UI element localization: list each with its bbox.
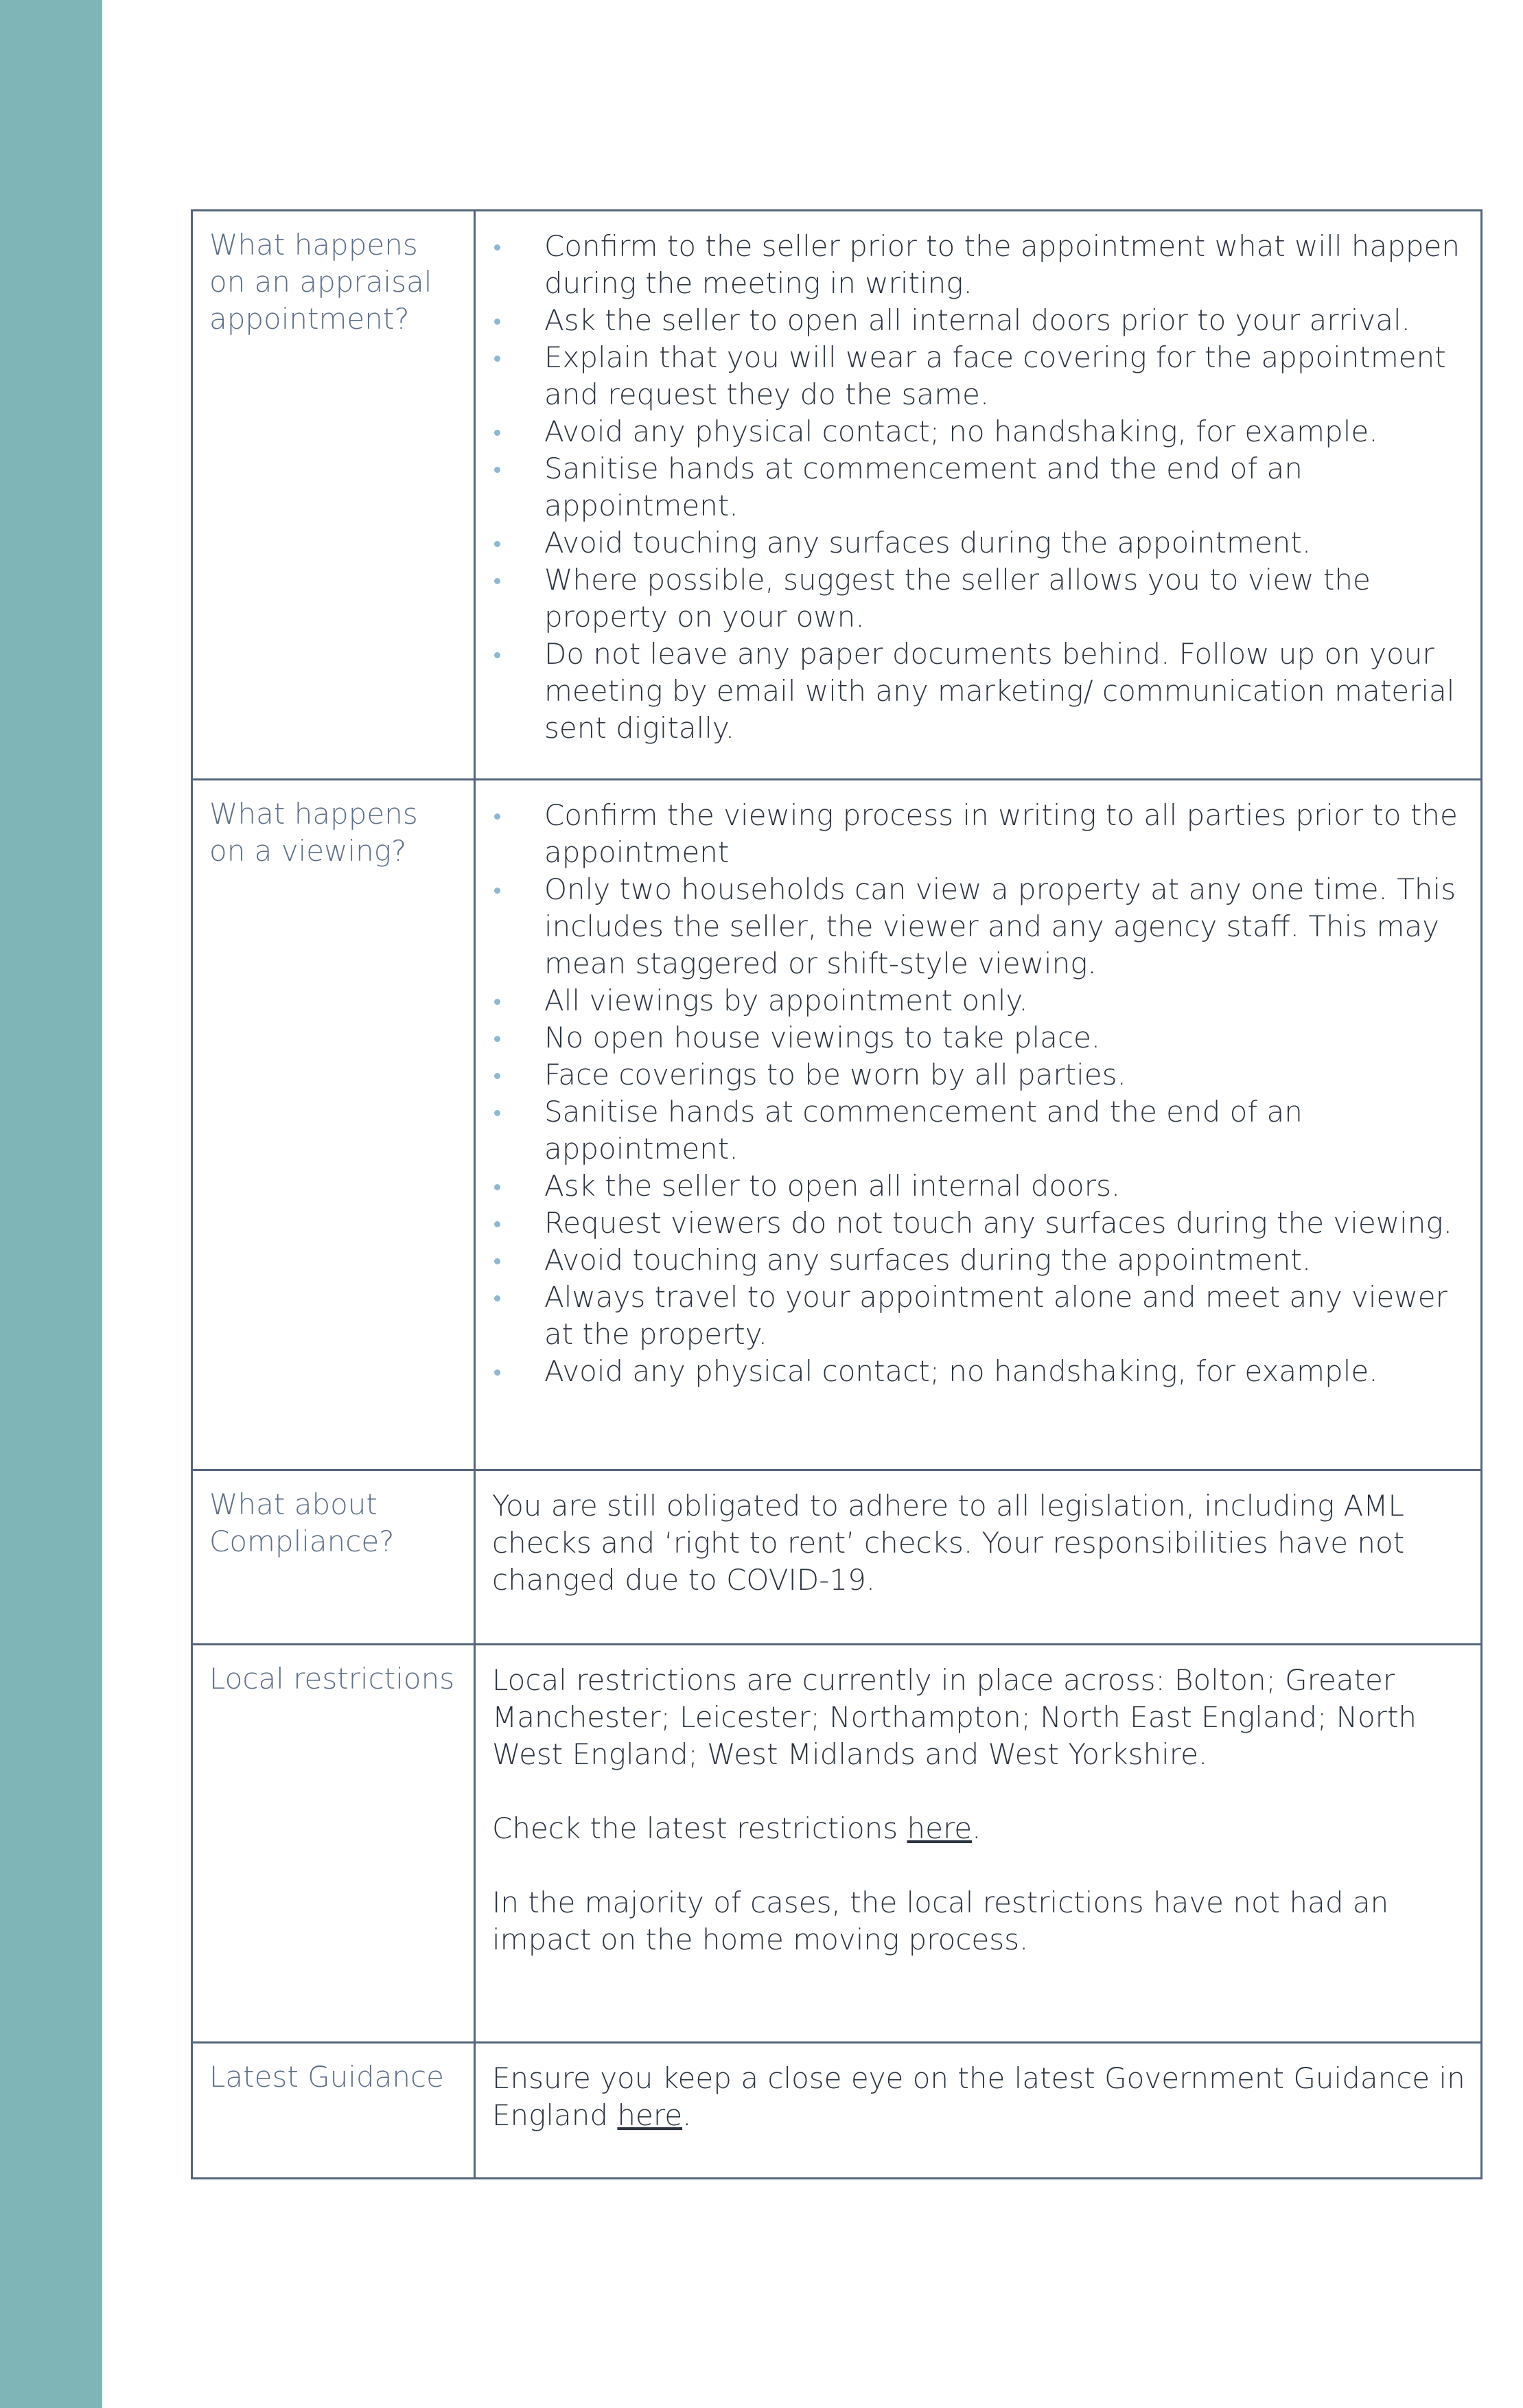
list-item: Always travel to your appointment alone and meet any viewer at the property. bbox=[492, 1279, 1468, 1353]
list-item: Confirm to the seller prior to the appointment what will happen during the meeting in writing. bbox=[492, 228, 1468, 302]
table-row-latest-guidance bbox=[192, 2043, 1482, 2179]
list-item: Sanitise hands at commencement and the end of an appointment. bbox=[492, 1093, 1468, 1168]
answer-cell bbox=[475, 211, 1482, 780]
check-suffix: . bbox=[972, 1811, 981, 1845]
list-item: Face coverings to be worn by all parties. bbox=[492, 1056, 1468, 1093]
list-item: Avoid touching any surfaces during the appointment. bbox=[492, 1242, 1468, 1279]
table-row-compliance bbox=[192, 1470, 1482, 1645]
question-cell: What happens on an appraisal appointment? bbox=[192, 211, 475, 780]
list-item: Avoid any physical contact; no handshaking, for example. bbox=[492, 413, 1468, 450]
list-item: Explain that you will wear a face covering for the appointment and request they do the same. bbox=[492, 339, 1468, 413]
side-color-band bbox=[0, 0, 102, 2408]
bullet-list bbox=[492, 228, 1468, 747]
question-cell: What happens on a viewing? bbox=[192, 780, 475, 1470]
guidance-table bbox=[191, 209, 1483, 2179]
list-item: Only two households can view a property at any one time. This includes the seller, the viewer and any agency staff. This may mean staggered or shift-style viewing. bbox=[492, 871, 1468, 982]
list-item: Sanitise hands at commencement and the end of an appointment. bbox=[492, 450, 1468, 524]
list-item: Where possible, suggest the seller allows you to view the property on your own. bbox=[492, 562, 1468, 636]
answer-cell bbox=[475, 1470, 1482, 1645]
guidance-link[interactable]: here bbox=[617, 2098, 683, 2132]
restrictions-check bbox=[492, 1810, 1468, 1847]
list-item: All viewings by appointment only. bbox=[492, 982, 1468, 1019]
restrictions-intro: Local restrictions are currently in place across: Bolton; Greater Manchester; Leicester; Northampton; North East England; North West England; West Midlands and West Yorkshire. bbox=[492, 1663, 1417, 1771]
compliance-text: You are still obligated to adhere to all legislation, including AML checks and ‘right to rent’ checks. Your responsibilities have not changed due to COVID-19. bbox=[492, 1489, 1405, 1597]
list-item: Avoid any physical contact; no handshaking, for example. bbox=[492, 1353, 1468, 1390]
table-row-appraisal bbox=[192, 211, 1482, 780]
restrictions-outro: In the majority of cases, the local restrictions have not had an impact on the home moving process. bbox=[492, 1886, 1389, 1956]
restrictions-link[interactable]: here bbox=[907, 1811, 973, 1845]
question-cell: Local restrictions bbox=[192, 1645, 475, 2043]
list-item: Do not leave any paper documents behind. Follow up on your meeting by email with any marketing/ communication material sent digitally. bbox=[492, 636, 1468, 747]
list-item: Request viewers do not touch any surfaces during the viewing. bbox=[492, 1205, 1468, 1242]
list-item: Avoid touching any surfaces during the appointment. bbox=[492, 524, 1468, 562]
guidance-prefix: Ensure you keep a close eye on the latest Government Guidance in England bbox=[492, 2061, 1465, 2132]
answer-cell bbox=[475, 2043, 1482, 2179]
check-prefix: Check the latest restrictions bbox=[492, 1811, 907, 1845]
list-item: No open house viewings to take place. bbox=[492, 1019, 1468, 1056]
answer-cell bbox=[475, 780, 1482, 1470]
table-row-viewing bbox=[192, 780, 1482, 1470]
table-row-local-restrictions bbox=[192, 1645, 1482, 2043]
question-cell: Latest Guidance bbox=[192, 2043, 475, 2179]
list-item: Ask the seller to open all internal doors prior to your arrival. bbox=[492, 302, 1468, 339]
list-item: Confirm the viewing process in writing to all parties prior to the appointment bbox=[492, 797, 1468, 871]
guidance-text bbox=[492, 2060, 1468, 2134]
list-item: Ask the seller to open all internal doors. bbox=[492, 1168, 1468, 1205]
answer-cell bbox=[475, 1645, 1482, 2043]
bullet-list bbox=[492, 797, 1468, 1390]
guidance-suffix: . bbox=[682, 2098, 692, 2132]
question-cell: What about Compliance? bbox=[192, 1470, 475, 1645]
